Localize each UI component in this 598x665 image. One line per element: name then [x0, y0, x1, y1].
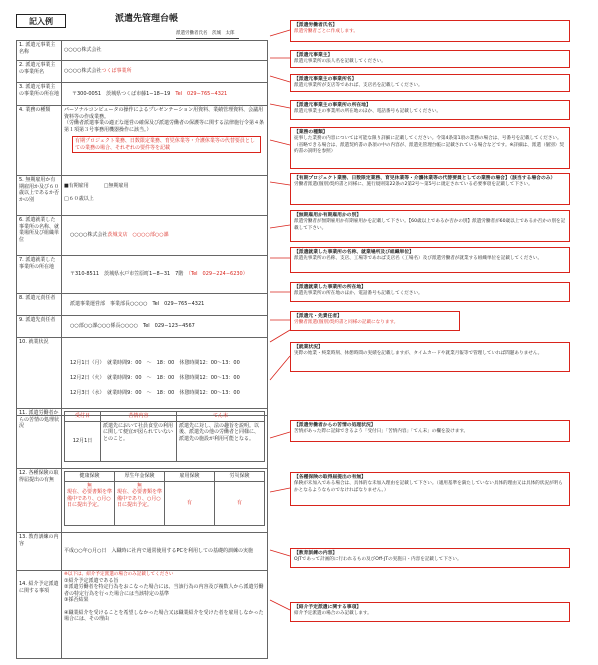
- worker-label: 派遣労働者氏名: [176, 31, 208, 36]
- table-row: [17, 338, 268, 416]
- table-row: [17, 41, 268, 61]
- row-value: 〒310-8511 茨城県水戸市笠原町1−8−31 7階 （Tel 029−224−6230）: [62, 256, 268, 294]
- note-complaints: 【派遣労働者からの苦情の処理状況】 苦情があった際に記録できるよう「受付日」「苦情内容」「てん末」の欄を設けます。: [290, 420, 570, 442]
- connector-line: [270, 104, 290, 108]
- row-value: [62, 338, 268, 416]
- row-value: ○○部○○課○○○係長○○○○ Tel 029−123−4567: [62, 316, 268, 338]
- row-value: ○○○○株式会社: [62, 41, 268, 61]
- row-label: 11. 派遣労働者からの苦情の処理状況: [17, 409, 62, 469]
- table-row: [17, 83, 268, 106]
- table-row: [17, 533, 268, 571]
- note-responsible: 【派遣元・先責任者】 労働者派遣(個別)契約書と同様の記載になります。: [290, 311, 460, 331]
- table-row: [17, 571, 268, 659]
- intro-dash-note: ※以下は、紹介予定派遣の場合のみ記載してください: [64, 572, 174, 577]
- row-label: 2. 派遣元事業主の事業所名: [17, 61, 62, 83]
- note-education: 【教育訓練の内容】 OJTであって計画的に行われるもの及びOff-JTの実施日・内容を記載して下さい。: [290, 548, 570, 568]
- insurance-pension: 無 現在、必要書類を準備中であり、○月○日に提出予定。: [115, 481, 165, 525]
- option-indefinite: □無期雇用: [103, 183, 129, 189]
- education-value: 平成○○年○月○日 入職時に社内で通常使用するPCを利用しての基礎的訓練の実施: [62, 533, 268, 571]
- table-row: [17, 409, 268, 469]
- row-label: 10. 就業状況: [17, 338, 62, 416]
- insurance-table: [64, 471, 265, 526]
- row-value: 派遣事業運営部 事業部長○○○○ Tel 029−765−4321: [62, 294, 268, 316]
- table-row: [17, 294, 268, 316]
- page-title: 派遣先管理台帳: [115, 14, 179, 24]
- table-row: [17, 176, 268, 216]
- work-day-row: 12月3日（水） 就業時間9：00 〜 18：00 休憩時間12：00〜13：00: [70, 390, 240, 396]
- row-label: 7. 派遣就業した事業所の所在地: [17, 256, 62, 294]
- row-label: 13. 教育訓練の内容: [17, 533, 62, 571]
- complaint-cell: [62, 409, 268, 469]
- note-workplace-address: 【派遣就業した事業所の所在地】 派遣先事業所の所在地のほか、電話番号も記載してください。: [290, 282, 570, 302]
- row-value: 〒300-0051 茨城県つくば市藤1−18−19 Tel 029−765−4321: [62, 83, 268, 106]
- note-insurance: 【各種保険の取得届提出の有無】 保険が未加入である場合は、具体的な未加入理由を記載して下さい。（適用基準を満たしていない具体的理由又は具体的状況が明らかとなるようなものでなければなりません。）: [290, 472, 570, 506]
- worker-name: 茨城 太郎: [212, 31, 235, 36]
- note-intro-dispatch: 【紹介予定派遣に関する事項】 紹介予定派遣の場合のみ記載します。: [290, 602, 570, 622]
- row-label: 12. 各種保険の取得届提出の有無: [17, 469, 62, 533]
- table-row: [17, 106, 268, 176]
- row-label: 1. 派遣元事業主名称: [17, 41, 62, 61]
- complaint-result: 派遣先に対し、法の趣旨を説明。以後、派遣先の他の労働者と同様に、派遣先の施設が利用可能となる。: [177, 421, 265, 461]
- row-label: 5. 無期雇用か有期雇用か及び６０歳以上であるか否かの別: [17, 176, 62, 216]
- row-label: 8. 派遣元責任者: [17, 294, 62, 316]
- row-value: [62, 176, 268, 216]
- complaint-h-content: 苦情内容: [101, 412, 177, 422]
- row-label: 14. 紹介予定派遣に関する事項: [17, 571, 62, 659]
- work-day-row: 12月1日（月） 就業時間9：00 〜 18：00 休憩時間12：00〜13：00: [70, 360, 240, 366]
- note-work-type: 【業務の種類】 従事した業務の内容については可能な限り詳細に記載してください。令第4条第1項の業務の場合は、号番号を記載してください。（省略できる場合は、派遣契約書の条項の中の内容が、派遣先管理台帳に記載されている場合などです。※詳細は、派遣（個別）契約書の説明を参照）: [290, 127, 570, 169]
- row-value: パーソナルコンピュータの操作によるプレゼンテーション用資料、業績管理資料、会議用資料等の作成業務。 （労働者派遣事業の適正な運営の確保及び派遣労働者の保護等に関する法律施行令第４条第１項第３号事務用機器操作に該当。） 有期プロジェクト業務、日数限定業務、育児休業等・介護休業等の代替要員としての業務の場合、それぞれの要件等を記載: [62, 106, 268, 176]
- complaint-h-date: 受付日: [65, 412, 101, 422]
- insurance-h-accident: 労災保険: [215, 472, 265, 482]
- insurance-cell: [62, 469, 268, 533]
- insurance-health: 無 現在、必要書類を準備中であり、○月○日に提出予定。: [65, 481, 115, 525]
- note-worker-name: 【派遣労働者氏名】 派遣労働者ごとに作成します。: [290, 20, 570, 42]
- note-work-status: 【就業状況】 実際の始業・終業時刻、休憩時間の実績を記載しますが、タイムカードや就業月報等で管理していれば問題ありません。: [290, 342, 570, 372]
- insurance-h-employment: 雇用保険: [165, 472, 215, 482]
- note-dispatcher-office: 【派遣元事業主の事業所名】 派遣元事業所が支店等であれば、支店名を記載してください。: [290, 74, 570, 92]
- option-over-60: □６０歳以上: [64, 195, 94, 202]
- connector-line: [270, 432, 290, 438]
- insurance-accident: 有: [215, 481, 265, 525]
- complaint-table: [64, 411, 265, 462]
- sample-badge: 記入例: [16, 14, 66, 28]
- connector-line: [270, 550, 290, 556]
- connector-line: [270, 225, 290, 228]
- row-label: 4. 業務の種類: [17, 106, 62, 176]
- row-label: 9. 派遣先責任者: [17, 316, 62, 338]
- row-label: 6. 派遣就業した事業所の名称、就業場所及び組織単位: [17, 216, 62, 256]
- insurance-employment: 有: [165, 481, 215, 525]
- connector-line: [270, 488, 290, 492]
- row-label: 3. 派遣元事業主の事業所の所在地: [17, 83, 62, 106]
- work-day-row: 12月2日（火） 就業時間9：00 〜 18：00 休憩時間12：00〜13：00: [70, 375, 240, 381]
- connector-line: [270, 600, 290, 610]
- option-fixed-term: ■有期雇用: [64, 183, 89, 189]
- table-row: [17, 216, 268, 256]
- insurance-h-health: 健康保険: [65, 472, 115, 482]
- table-row: [17, 256, 268, 294]
- connector-line: [270, 330, 290, 342]
- ledger-table: [16, 40, 268, 416]
- note-dispatcher-address: 【派遣元事業主の事業所の所在地】 派遣元事業主の事業所の所在地のほか、電話番号も記載してください。: [290, 100, 570, 120]
- note-workplace: 【派遣就業した事業所の名称、就業場所及び組織単位】 派遣先事業所の名称、支店、工場等であれば支店名（工場名）及び派遣労働者が就業する組織単位を記載してください。: [290, 247, 570, 273]
- ledger-table-lower: [16, 408, 268, 659]
- table-row: [17, 316, 268, 338]
- complaint-h-result: てん末: [177, 412, 265, 422]
- worker-name-line: [176, 31, 239, 39]
- table-row: [17, 469, 268, 533]
- note-dispatcher: 【派遣元事業主】 派遣元事業所の法人名を記載してください。: [290, 50, 570, 68]
- note-project-work: 【有期プロジェクト業務、日数限定業務、育児休業等・介護休業等の代替要員としての業務の場合】（該当する場合のみ） 労働者派遣(個別)契約書と同様に、施行規則第22条の2第2号〜第5号に規定されている必要事項を記載して下さい。: [290, 173, 570, 205]
- row-value: ○○○○株式会社茨城支店 ○○○○部○○課: [62, 216, 268, 256]
- intro-value: ※以下は、紹介予定派遣の場合のみ記載してください ①紹介予定派遣である旨 ②派遣労働者を特定行為をおこなった場合には、当該行為の内容及び複数人から派遣労働者の特定行為を行った場合には当該特定の基準 ③採否結果 ④職業紹介を受けることを希望しなかった場合又は職業紹介を受けた者を雇用しなかった場合には、その理由: [62, 571, 268, 659]
- table-row: [17, 61, 268, 83]
- connector-line: [270, 182, 290, 185]
- connector-line: [270, 30, 290, 36]
- connector-line: [270, 140, 290, 145]
- insurance-h-pension: 厚生年金保険: [115, 472, 165, 482]
- connector-line: [270, 356, 290, 380]
- note-employment-term: 【無期雇用か有期雇用かの別】 派遣労働者が無期雇用か有期雇用かを記載して下さい。【60歳以上であるか否かの別】派遣労働者が60歳以上であるか否かの別を記載して下さい。: [290, 210, 570, 242]
- row-value: ○○○○株式会社つくば事業所: [62, 61, 268, 83]
- connector-line: [270, 76, 290, 82]
- complaint-date: 12月1日: [65, 421, 101, 461]
- complaint-content: 派遣先において社員食堂の利用に関して便宜が図られていないとのこと。: [101, 421, 177, 461]
